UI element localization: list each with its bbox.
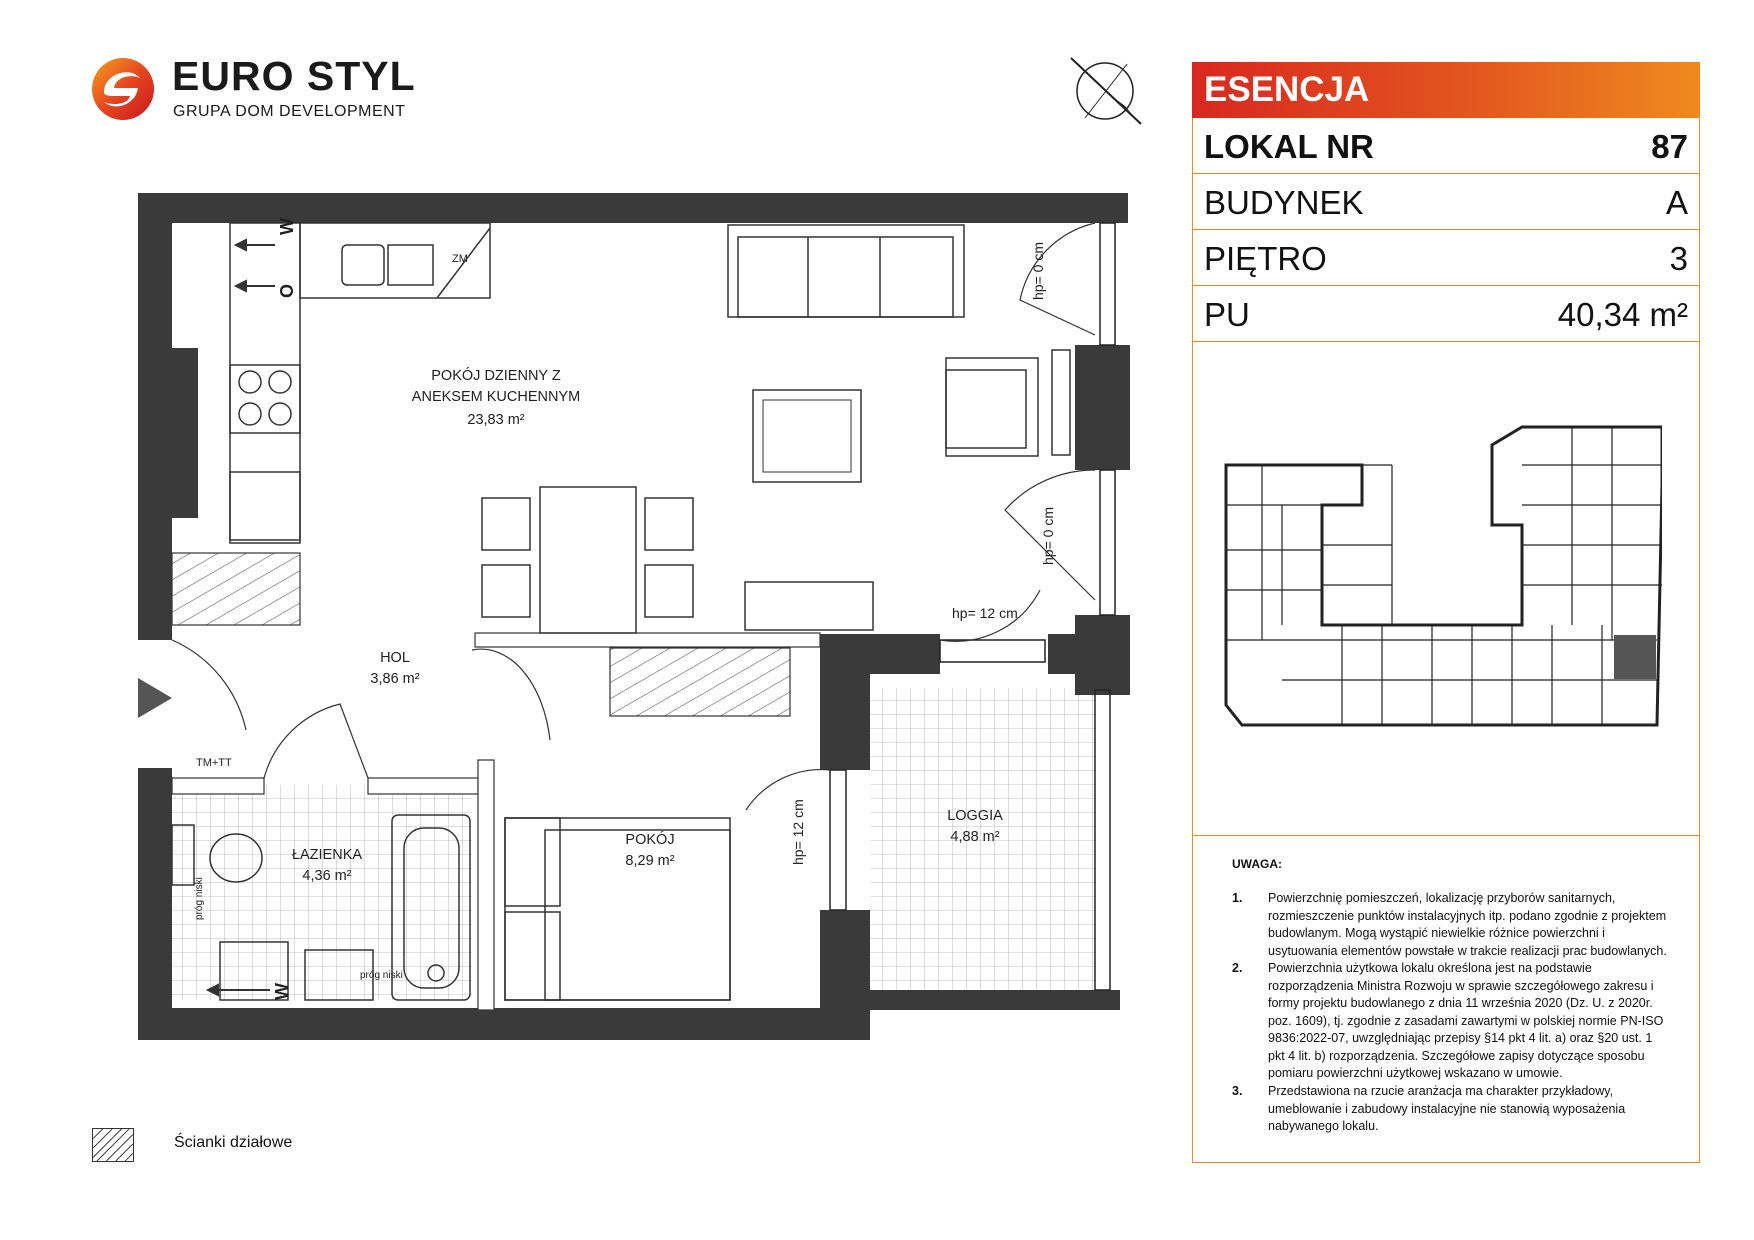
- legend-label: Ścianki działowe: [174, 1134, 293, 1151]
- hall-name: HOL: [380, 650, 410, 666]
- prog-2-label: próg niski: [360, 970, 403, 981]
- brand-subtitle: GRUPA DOM DEVELOPMENT: [173, 103, 406, 120]
- w-label-bathroom: W: [272, 983, 292, 1000]
- note-2-text: Powierzchnia użytkowa lokalu określona jest na podstawie rozporządzenia Ministra Rozwoju w sprawie szczegółowego zakresu i formy projektu budowlanego z dnia 11 września 2020 (Dz. U. z 2020r. poz. 1609), tj. zgodnie z zasadami zawartymi w polskiej normie PN-ISO 9836:2022-07, uwzględniając przepisy §14 pkt 4 lit. a) oraz §20 ust. 1 pkt 4 lit. b) rozporządzenia. Szczegółowe zapisy dotyczące sposobu pomiaru powierzchni użytkowej wskazano w umowie.: [1268, 961, 1664, 1080]
- hall-area: 3,86 m²: [370, 671, 420, 687]
- note-3-number: 3.: [1232, 1084, 1243, 1098]
- note-2-number: 2.: [1232, 961, 1243, 975]
- note-2: [1232, 960, 1672, 1083]
- loggia-label: [920, 806, 1030, 848]
- bedroom-label: [595, 830, 705, 872]
- info-row-pietro: [1192, 230, 1700, 286]
- loggia-area: 4,88 m²: [950, 829, 1000, 845]
- w-label-kitchen: W: [277, 218, 297, 235]
- notes-heading: UWAGA:: [1232, 857, 1282, 871]
- pietro-label: PIĘTRO: [1204, 240, 1327, 277]
- living-room-area: 23,83 m²: [467, 412, 525, 428]
- note-1: [1232, 890, 1672, 960]
- living-room-label: [396, 366, 596, 431]
- pu-value: 40,34 m²: [1557, 296, 1688, 333]
- bathroom-area: 4,36 m²: [302, 868, 352, 884]
- note-3-text: Przedstawiona na rzucie aranżacja ma charakter przykładowy, umeblowanie i zabudowy instalacyjne nie stanowią wyposażenia nabywanego lokalu.: [1268, 1084, 1626, 1133]
- lokal-label: LOKAL NR: [1204, 128, 1374, 165]
- pu-label: PU: [1204, 296, 1250, 333]
- note-1-number: 1.: [1232, 891, 1243, 905]
- brand-name: EURO STYL: [172, 53, 416, 99]
- living-room-name-2: ANEKSEM KUCHENNYM: [411, 389, 581, 405]
- project-banner: [1192, 62, 1700, 118]
- bathroom-name: ŁAZIENKA: [291, 847, 363, 863]
- bathroom-label: [272, 845, 382, 887]
- project-name: ESENCJA: [1204, 70, 1370, 109]
- tm-tt-label: TM+TT: [196, 757, 232, 769]
- building-key-plan: [1222, 425, 1662, 730]
- bedroom-name: POKÓJ: [625, 832, 675, 848]
- hp-loggia-top-label: hp= 12 cm: [952, 605, 1018, 621]
- info-row-lokal: [1192, 118, 1700, 174]
- note-1-text: Powierzchnię pomieszczeń, lokalizację przyborów sanitarnych, rozmieszczenie punktów instalacyjnych itp. podano zgodnie z projektem budowlanym. Mogą wystąpić niewielkie różnice powierzchni i usytuowania elementów powstałe w trakcie realizacji prac budowlanych.: [1268, 891, 1667, 958]
- info-row-budynek: [1192, 174, 1700, 230]
- bedroom-area: 8,29 m²: [625, 853, 675, 869]
- hp-loggia-side-label: hp= 12 cm: [790, 799, 806, 865]
- note-3: [1232, 1083, 1672, 1136]
- prog-1-label: próg niski: [194, 877, 205, 920]
- entrance-arrow-icon: [138, 678, 172, 718]
- panel-divider: [1192, 835, 1700, 836]
- hp-window-1-label: hp= 0 cm: [1030, 242, 1046, 300]
- o-label-kitchen: O: [277, 283, 297, 298]
- budynek-value: A: [1665, 184, 1688, 221]
- budynek-label: BUDYNEK: [1204, 184, 1364, 221]
- hp-window-2-label: hp= 0 cm: [1040, 507, 1056, 565]
- hall-label: [340, 648, 450, 690]
- info-row-pu: [1192, 286, 1700, 342]
- pietro-value: 3: [1669, 240, 1688, 277]
- living-room-name-1: POKÓJ DZIENNY Z: [431, 368, 561, 384]
- loggia-name: LOGGIA: [947, 808, 1003, 824]
- lokal-value: 87: [1651, 128, 1688, 165]
- zm-label: ZM: [452, 253, 468, 265]
